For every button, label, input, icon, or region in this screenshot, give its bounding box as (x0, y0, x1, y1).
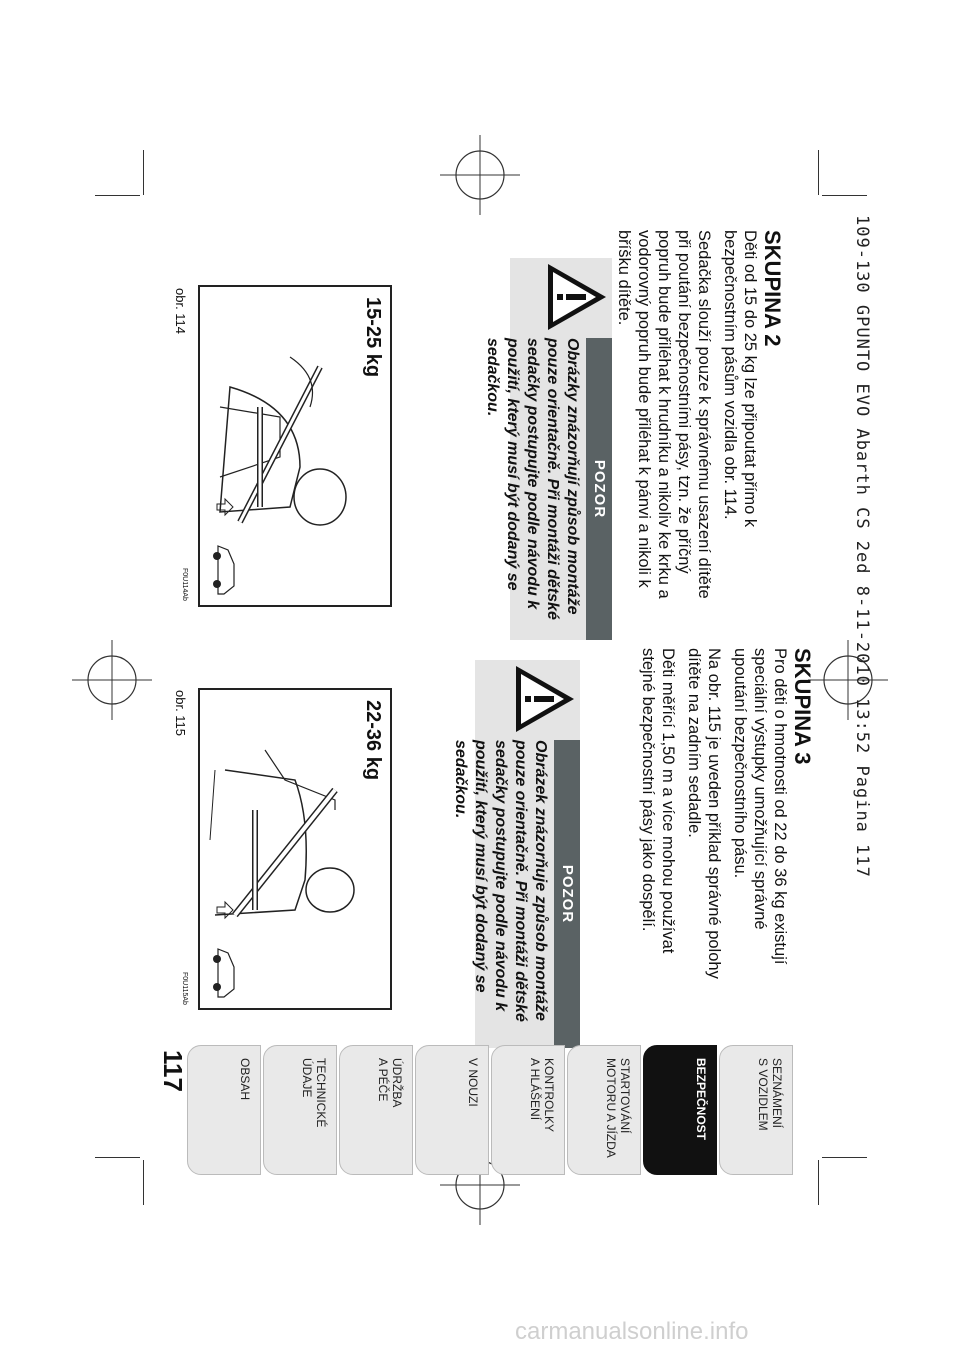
figure-weight-label: 22-36 kg (362, 700, 384, 781)
figure-weight-label: 15-25 kg (362, 297, 384, 378)
tab-label: ÚDRŽBA A PÉČE (376, 1058, 404, 1108)
figure-caption: obr. 115 (173, 690, 188, 737)
paragraph: Na obr. 115 je uveden příklad správné polohy dítěte na zadním sedadle. (685, 648, 723, 979)
crop-mark (95, 1157, 140, 1158)
tab-label: V NOUZI (466, 1058, 480, 1107)
direction-arrow-icon (215, 900, 235, 920)
crop-mark (822, 1157, 867, 1158)
crop-mark (822, 195, 867, 196)
crop-mark (95, 195, 140, 196)
heading-group-2: SKUPINA 2 (760, 230, 785, 347)
tab-label: BEZPEČNOST (694, 1058, 708, 1141)
tab-v-nouzi[interactable] (415, 1045, 489, 1175)
tab-label: OBSAH (238, 1058, 252, 1101)
registration-mark-left (72, 640, 152, 720)
figure-code: F0U115Ab (181, 972, 188, 1005)
direction-arrow-icon (215, 497, 235, 517)
warning-title: POZOR (586, 338, 612, 640)
tab-label: SEZNÁMENÍ S VOZIDLEM (756, 1058, 784, 1131)
figure-code: F0U114Ab (181, 568, 188, 601)
watermark: carmanualsonline.info (515, 1318, 749, 1345)
warning-box-group-3 (452, 660, 580, 1048)
figure-114 (198, 285, 392, 607)
warning-text: Obrázky znázorňují způsob montáže pouze orientačně. Při montáži dětské sedačky postupujte podle návodu k použití, který musí být dodaný se sedačkou. (484, 338, 581, 620)
registration-mark-right (808, 640, 888, 720)
tab-label: STARTOVÁNÍ MOTORU A JÍZDA (604, 1058, 632, 1158)
paragraph: Děti od 15 do 25 kg lze připoutat přímo k bezpečnostním pásům vozidla obr. 114. (721, 230, 759, 528)
tab-bezpecnost[interactable] (643, 1045, 717, 1175)
tab-udrzba-a-pece[interactable] (339, 1045, 413, 1175)
warning-box-group-2 (484, 258, 612, 640)
print-header: 109-130 GPUNTO EVO Abarth CS 2ed 8-11-2010 13:52 Pagina 117 (852, 215, 872, 878)
crop-mark (818, 1160, 819, 1205)
registration-mark-top (440, 135, 520, 215)
tab-label: TECHNICKÉ ÚDAJE (300, 1058, 328, 1128)
crop-mark (143, 1160, 144, 1205)
page-number: 117 (158, 1050, 188, 1092)
tab-seznameni-s-vozidlem[interactable] (719, 1045, 793, 1175)
tab-technicke-udaje[interactable] (263, 1045, 337, 1175)
tab-obsah[interactable] (187, 1045, 261, 1175)
car-icon (210, 945, 240, 1000)
group-2-text (608, 230, 760, 610)
car-icon (210, 542, 240, 597)
figure-115 (198, 688, 392, 1010)
crop-mark (818, 150, 819, 195)
group-3-text (632, 648, 790, 998)
figure-caption: obr. 114 (173, 288, 188, 335)
paragraph: Sedačka slouží pouze k správnému usazení dítěte při poutání bezpečnostními pásy, tzn. že příčný popruh bude přiléhat k hrudníku a nikoliv ke krku a vodorovný popruh bude přiléhat k pánvi a nikoli k bříšku dítěte. (615, 230, 713, 599)
tab-label: KONTROLKY A HLÁŠENÍ (528, 1058, 556, 1133)
paragraph: Děti měřící 1,50 m a více mohou používat stejné bezpečnostní pásy jako dospělí. (639, 648, 677, 954)
paragraph: Pro děti o hmotnosti od 22 do 36 kg existují speciální výstupky umožňující správné upoutání bezpečnostního pásu. (731, 648, 789, 965)
heading-group-3: SKUPINA 3 (790, 648, 815, 765)
crop-mark (143, 150, 144, 195)
warning-title: POZOR (554, 740, 580, 1048)
tab-startovani-motoru[interactable] (567, 1045, 641, 1175)
warning-triangle-icon (514, 664, 576, 734)
warning-text: Obrázek znázorňuje způsob montáže pouze orientačně. Při montáži dětské sedačky postupujte podle návodu k použití, který musí být dodaný se sedačkou. (452, 740, 549, 1022)
tab-kontrolky[interactable] (491, 1045, 565, 1175)
warning-triangle-icon (546, 262, 608, 332)
section-tabs (187, 1045, 793, 1175)
